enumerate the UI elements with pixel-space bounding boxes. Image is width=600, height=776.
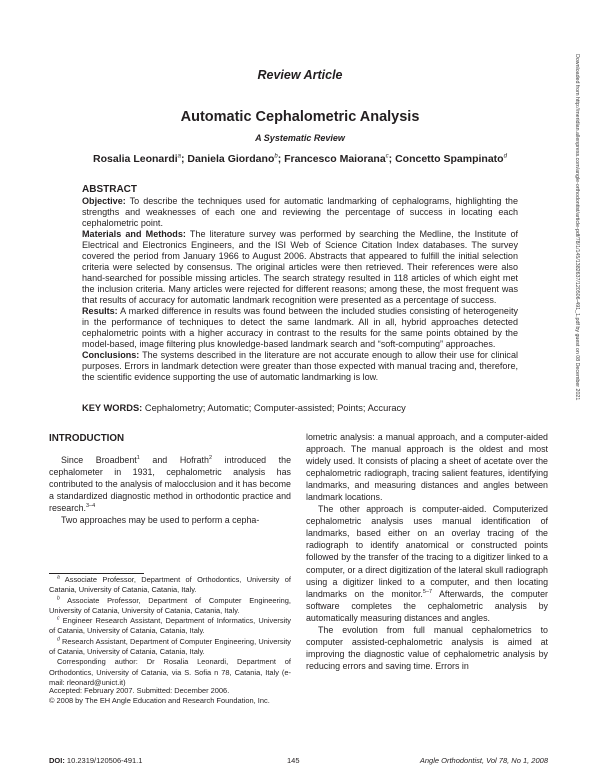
affiliation-entry bbox=[49, 575, 291, 596]
abstract-methods bbox=[82, 229, 518, 306]
citation-ref: 5–7 bbox=[422, 588, 433, 595]
introduction-heading: INTRODUCTION bbox=[49, 433, 125, 444]
article-type: Review Article bbox=[257, 68, 343, 82]
right-paragraph-2 bbox=[306, 503, 548, 623]
download-watermark-text: Downloaded from http://meridian.allenpress.com/angle-orthodontist/article-pdf/78/1/145/1382637/120506-491_1.pdf by guest on 08 December 2021 bbox=[574, 54, 580, 401]
affiliation-text: Associate Professor, Department of Orthodontics, University of Catania, University of Catania, Catania, Italy. bbox=[49, 575, 291, 595]
affiliation-entry bbox=[49, 596, 291, 617]
citation-ref: 3–4 bbox=[86, 503, 96, 510]
abstract-heading: ABSTRACT bbox=[82, 184, 137, 195]
affiliations bbox=[49, 575, 291, 688]
affiliation-mark: b bbox=[57, 595, 60, 602]
author-affiliation-mark: a bbox=[177, 153, 181, 160]
body-column-left bbox=[49, 433, 291, 526]
methods-label: Materials and Methods: bbox=[82, 228, 186, 239]
paper-subtitle: A Systematic Review bbox=[255, 133, 345, 143]
author-affiliation-mark: d bbox=[503, 153, 507, 160]
author-name: Daniela Giordano bbox=[187, 153, 275, 165]
article-dates bbox=[49, 686, 291, 707]
footnote-rule bbox=[49, 573, 144, 574]
accepted-line: Accepted: February 2007. Submitted: December 2006. bbox=[49, 686, 230, 695]
keywords-label: KEY WORDS: bbox=[82, 403, 143, 413]
doi bbox=[49, 756, 142, 765]
abstract bbox=[82, 184, 518, 383]
citation-ref: 2 bbox=[208, 455, 213, 462]
conclusions-label: Conclusions: bbox=[82, 350, 140, 361]
affiliation-text: Corresponding author: Dr Rosalia Leonardi, Department of Orthodontics, University of Catania, via S. Sofia n 78, Catania, Italy (e-mail: rleonard@unict.it) bbox=[49, 657, 291, 687]
paper-title: Automatic Cephalometric Analysis bbox=[180, 109, 420, 125]
copyright-line: © 2008 by The EH Angle Education and Research Foundation, Inc. bbox=[49, 696, 270, 706]
download-watermark bbox=[571, 54, 583, 401]
author-affiliation-mark: b bbox=[274, 153, 278, 160]
affiliation-text: Associate Professor, Department of Computer Engineering, University of Catania, University of Catania, Catania, Italy. bbox=[49, 595, 291, 615]
abstract-conclusions bbox=[82, 350, 518, 383]
keywords bbox=[82, 403, 518, 413]
affiliation-mark: c bbox=[57, 615, 60, 622]
doi-value: 10.2319/120506-491.1 bbox=[64, 756, 143, 765]
citation-ref: 1 bbox=[136, 455, 140, 462]
paragraph-text: The other approach is computer-aided. Computerized cephalometric analysis uses manual identification of landmarks, based either on an overlay tracing of the radiograph to identify anatomical or constructed points followed by the transfer of the tracing to a digitizer linked to a computer, or a direct digitization of the lateral skull radiograph using a digitizer linked to a computer, and then locating landmarks on the monitor. bbox=[306, 504, 548, 599]
paragraph-text: and Hofrath bbox=[139, 455, 209, 466]
doi-label: DOI: bbox=[49, 756, 65, 765]
journal-citation: Angle Orthodontist, Vol 78, No 1, 2008 bbox=[419, 756, 548, 765]
author-affiliation-mark: c bbox=[385, 153, 389, 160]
right-paragraph-3: The evolution from full manual cephalometrics to computer assisted-cephalometric analysis is aimed at improving the diagnostic value of cephalometric analysis by reducing errors and saving time. Errors in bbox=[306, 624, 548, 671]
affiliation-entry bbox=[49, 637, 291, 658]
paragraph-text: introduced the cephalometer in 1931, cephalometric analysis has contributed to the analysis of malocclusion and it has become a standardized diagnostic method in orthodontic practice and research. bbox=[49, 455, 292, 514]
author-name: Rosalia Leonardi bbox=[93, 153, 178, 165]
objective-label: Objective: bbox=[82, 195, 126, 206]
results-text: A marked difference in results was found between the included studies consisting of heterogeneity in the performance of techniques to detect the same landmark. All in all, hybrid approaches detected cephalometric points with a higher accuracy in contrast to the results for the same points obtained by the model-based, image filtering plus knowledge-based landmark search and “soft-computing” approaches. bbox=[82, 306, 519, 350]
results-label: Results: bbox=[82, 306, 118, 317]
paragraph-text: Afterwards, the computer software completes the cephalometric analysis by automatically measuring distances and angles. bbox=[306, 588, 548, 623]
affiliation-mark: d bbox=[57, 636, 60, 643]
abstract-objective bbox=[82, 196, 518, 229]
right-paragraph-1: lometric analysis: a manual approach, and a computer-aided approach. The manual approach is the oldest and most widely used. It consists of placing a sheet of acetate over the cephalometric radiograph, tracing salient features, identifying landmarks, and measuring distances and angles between landmark locations. bbox=[306, 432, 548, 503]
intro-paragraph-2: Two approaches may be used to perform a cepha- bbox=[61, 515, 260, 526]
keywords-text: Cephalometry; Automatic; Computer-assisted; Points; Accuracy bbox=[144, 403, 406, 413]
author-name: Francesco Maiorana bbox=[284, 153, 386, 165]
affiliation-text: Research Assistant, Department of Computer Engineering, University of Catania, University of Catania, Catania, Italy. bbox=[49, 636, 291, 657]
author-name: Concetto Spampinato bbox=[395, 153, 504, 165]
body-column-right bbox=[306, 431, 548, 672]
affiliation-entry bbox=[49, 657, 291, 688]
methods-text: The literature survey was performed by searching the Medline, the Institute of Electrical and Electronics Engineers, and the ISI Web of Science Citation Index databases. The survey covered the period from January 1966 to August 2006. Abstracts that appeared to fulfill the initial selection criteria were selected by consensus. The original articles were then retrieved. Their references were also hand-searched for possible missing articles. The search strategy resulted in 118 articles of which eight met the inclusion criteria. Many articles were rejected for different reasons; among these, the most frequent was that results of accuracy for automatic landmark recognition were presented as a percentage of success. bbox=[82, 228, 518, 306]
author-list: Rosalia Leonardi$^a$; Daniela Giordano$^b$; Francesco Maiorana$^c$; Concetto Spampinato$^d$ bbox=[93, 153, 507, 165]
abstract-results bbox=[82, 306, 518, 350]
intro-paragraph-1 bbox=[49, 454, 291, 514]
affiliation-mark: a bbox=[57, 574, 60, 581]
affiliation-entry bbox=[49, 616, 291, 637]
page-number: 145 bbox=[287, 756, 300, 765]
paragraph-text: Since Broadbent bbox=[61, 455, 137, 466]
conclusions-text: The systems described in the literature are not accurate enough to allow their use for clinical purposes. Errors in landmark detection were greater than those expected with manual tracing and, therefore, the scientific evidence supporting the use of automatic landmarking is low. bbox=[82, 350, 518, 383]
objective-text: To describe the techniques used for automatic landmarking of cephalograms, highlighting the strengths and weaknesses of each one and reviewing the percentage of success in locating each cephalometric point. bbox=[82, 195, 518, 228]
affiliation-text: Engineer Research Assistant, Department of Informatics, University of Catania, University of Catania, Catania, Italy. bbox=[49, 616, 291, 636]
